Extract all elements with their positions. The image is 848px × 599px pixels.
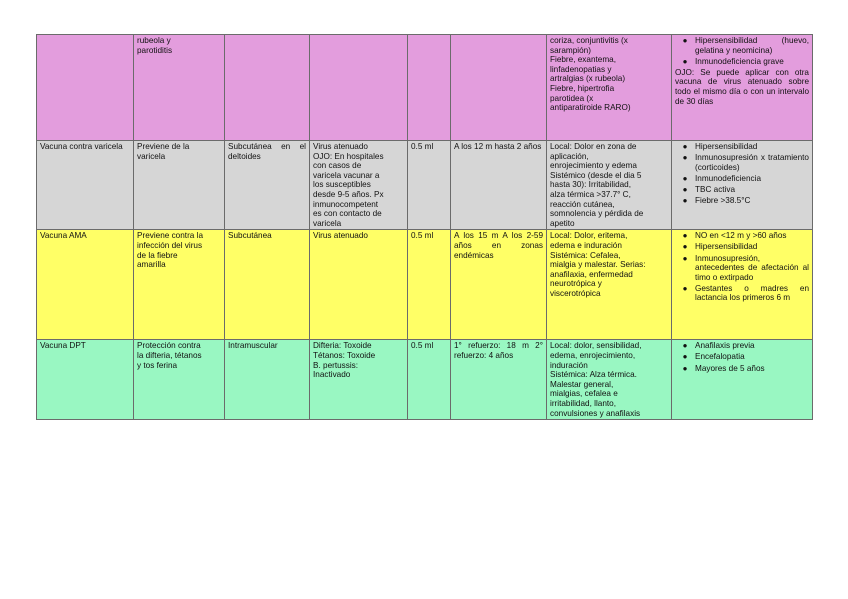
indication-line: la difteria, tétanos (137, 350, 202, 360)
contraindication-text: Hipersensibilidad (huevo, gelatina y neomicina) (695, 36, 809, 55)
contraindication-text: Fiebre >38.5°C (695, 195, 751, 205)
contraindication-item (682, 184, 809, 195)
adverse-effect-line: enrojecimiento y edema (550, 161, 637, 171)
bullet-icon: ● (682, 184, 688, 194)
indication-cell (134, 340, 225, 420)
dose-cell: 0.5 ml (408, 340, 451, 420)
indication-line: y tos ferina (137, 360, 178, 370)
indication-line: de la fiebre (137, 250, 178, 260)
adverse-effect-line: hasta 30): Irritabilidad, (550, 180, 632, 190)
composition-line: Inactivado (313, 370, 351, 380)
contraindication-item (682, 242, 809, 252)
adverse-effects-cell (547, 35, 672, 141)
indication-line: Previene de la (137, 142, 190, 151)
row-triple-viral (37, 35, 813, 141)
vaccine-table-body (37, 35, 813, 420)
adverse-effect-line: induración (550, 360, 588, 370)
adverse-effect-line: Malestar general, (550, 379, 614, 389)
indication-line: rubeola y (137, 36, 171, 45)
contraindication-item (682, 341, 809, 351)
contraindications-list (675, 142, 809, 206)
composition-cell (310, 141, 408, 230)
adverse-effect-line: Sistémica: Cefalea, (550, 250, 621, 260)
contraindication-text: Encefalopatia (695, 352, 745, 362)
schedule-cell: 1° refuerzo: 18 m 2° refuerzo: 4 años (451, 340, 547, 420)
warning-note: OJO: Se puede aplicar con otra vacuna de virus atenuado sobre todo el mismo día o con un intervalo de 30 días (675, 67, 809, 106)
adverse-effect-line: neurotrópica y (550, 279, 602, 289)
adverse-effect-line: mialgia y malestar. Serias: (550, 260, 646, 270)
adverse-effect-line: Fiebre, exantema, (550, 55, 616, 65)
contraindication-text: Inmunosupresión x tratamiento (corticoides) (695, 153, 809, 172)
composition-line: es con contacto de (313, 209, 382, 219)
contraindication-text: TBC activa (695, 184, 736, 194)
composition-line: varicela (313, 218, 342, 228)
contraindication-text: Mayores de 5 años (695, 363, 765, 373)
adverse-effect-line: Local: dolor, sensibilidad, (550, 341, 642, 351)
vaccine-table (36, 34, 813, 420)
bullet-icon: ● (682, 142, 688, 151)
contraindication-item (682, 352, 809, 362)
adverse-effects-cell (547, 230, 672, 340)
contraindications-cell (672, 340, 813, 420)
contraindication-item (682, 253, 809, 283)
adverse-effect-line: viscerotrópica (550, 288, 601, 298)
adverse-effect-line: mialgias, cefalea e (550, 389, 618, 399)
contraindication-item (682, 56, 809, 67)
bullet-icon: ● (682, 231, 688, 241)
composition-line: OJO: En hospitales (313, 151, 384, 161)
contraindication-text: Hipersensibilidad (695, 142, 758, 151)
contraindications-list (675, 36, 809, 66)
contraindication-item (682, 142, 809, 152)
adverse-effect-line: irritabilidad, llanto, (550, 398, 616, 408)
adverse-effects-cell (547, 141, 672, 230)
bullet-icon: ● (682, 173, 688, 183)
composition-line: Virus atenuado (313, 142, 368, 151)
composition-cell (310, 35, 408, 141)
adverse-effect-line: linfadenopatias y (550, 64, 612, 74)
vaccine-name-cell: Vacuna AMA (37, 230, 134, 340)
adverse-effect-line: reacción cutánea, (550, 199, 615, 209)
contraindications-cell (672, 230, 813, 340)
adverse-effect-line: sarampión) (550, 45, 591, 55)
adverse-effect-line: edema, enrojecimiento, (550, 350, 636, 360)
indication-line: Protección contra (137, 341, 201, 351)
adverse-effect-line: parotidea (x (550, 93, 594, 103)
indication-cell (134, 35, 225, 141)
adverse-effect-line: Local: Dolor en zona de (550, 142, 637, 151)
schedule-cell (451, 35, 547, 141)
contraindication-text: Gestantes o madres en lactancia los primeros 6 m (695, 283, 809, 303)
adverse-effect-line: aplicación, (550, 151, 589, 161)
indication-line: Previene contra la (137, 231, 203, 241)
indication-line: amarilla (137, 260, 166, 270)
schedule-cell: A los 15 m A los 2-59 años en zonas endémicas (451, 230, 547, 340)
composition-line: Difteria: Toxoide (313, 341, 372, 351)
adverse-effect-line: edema e induración (550, 240, 622, 250)
composition-line: los susceptibles (313, 180, 371, 190)
route-cell: Subcutánea en el deltoides (225, 141, 310, 230)
schedule-cell: A los 12 m hasta 2 años (451, 141, 547, 230)
route-cell (225, 35, 310, 141)
contraindication-text: Anafilaxis previa (695, 341, 755, 351)
adverse-effect-line: convulsiones y anafilaxis (550, 408, 641, 418)
contraindication-item (682, 283, 809, 303)
adverse-effect-line: Sistémica: Alza térmica. (550, 370, 637, 380)
dose-cell: 0.5 ml (408, 141, 451, 230)
composition-line: Tétanos: Toxoide (313, 350, 376, 360)
vaccine-name-cell: Vacuna DPT (37, 340, 134, 420)
contraindication-item (682, 363, 809, 374)
indication-line: infección del virus (137, 240, 203, 250)
bullet-icon: ● (682, 153, 688, 163)
route-cell: Subcutánea (225, 230, 310, 340)
bullet-icon: ● (682, 283, 688, 293)
composition-line: Virus atenuado (313, 231, 368, 241)
composition-line: desde 9-5 años. Px (313, 189, 384, 199)
composition-line: inmunocompetent (313, 199, 379, 209)
adverse-effect-line: Fiebre, hipertrofia (550, 83, 615, 93)
bullet-icon: ● (682, 363, 688, 373)
row-dpt (37, 340, 813, 420)
row-varicela (37, 141, 813, 230)
contraindication-text: Inmunodeficiencia grave (695, 56, 784, 66)
adverse-effect-line: antiparatiroide RARO) (550, 103, 631, 113)
contraindication-item (682, 231, 809, 241)
composition-line: varicela vacunar a (313, 170, 380, 180)
bullet-icon: ● (682, 352, 688, 362)
vaccine-name-cell (37, 35, 134, 141)
composition-line: B. pertussis: (313, 360, 359, 370)
contraindications-list (675, 341, 809, 373)
indication-line: parotiditis (137, 45, 173, 55)
contraindications-list (675, 231, 809, 303)
adverse-effect-line: Local: Dolor, eritema, (550, 231, 628, 241)
bullet-icon: ● (682, 242, 688, 252)
contraindication-item (682, 153, 809, 172)
bullet-icon: ● (682, 56, 688, 66)
contraindication-item (682, 173, 809, 184)
adverse-effect-line: artralgias (x rubeola) (550, 74, 626, 84)
vaccine-name-cell: Vacuna contra varicela (37, 141, 134, 230)
contraindication-item (682, 195, 809, 206)
adverse-effect-line: coriza, conjuntivitis (x (550, 36, 628, 45)
dose-cell: 0.5 ml (408, 230, 451, 340)
row-ama (37, 230, 813, 340)
composition-cell (310, 230, 408, 340)
bullet-icon: ● (682, 195, 688, 205)
bullet-icon: ● (682, 253, 688, 263)
indication-cell (134, 141, 225, 230)
contraindication-text: Inmunosupresión, antecedentes de afectación al timo o extirpado (695, 253, 809, 282)
bullet-icon: ● (682, 341, 688, 351)
contraindications-cell (672, 35, 813, 141)
bullet-icon: ● (682, 36, 688, 45)
adverse-effect-line: Sistémico (desde el dia 5 (550, 170, 642, 180)
adverse-effects-cell (547, 340, 672, 420)
route-cell: Intramuscular (225, 340, 310, 420)
indication-line: varicela (137, 151, 166, 161)
contraindication-text: Inmunodeficiencia (695, 173, 761, 183)
adverse-effect-line: anafilaxia, enfermedad (550, 269, 633, 279)
contraindication-text: NO en <12 m y >60 años (695, 231, 787, 241)
composition-line: con casos de (313, 161, 362, 171)
composition-cell (310, 340, 408, 420)
indication-cell (134, 230, 225, 340)
dose-cell (408, 35, 451, 141)
contraindication-text: Hipersensibilidad (695, 242, 758, 252)
adverse-effect-line: somnolencia y pérdida de (550, 209, 644, 219)
contraindications-cell (672, 141, 813, 230)
adverse-effect-line: alza térmica >37.7° C, (550, 189, 631, 199)
contraindication-item (682, 36, 809, 55)
adverse-effect-line: apetito (550, 218, 575, 228)
